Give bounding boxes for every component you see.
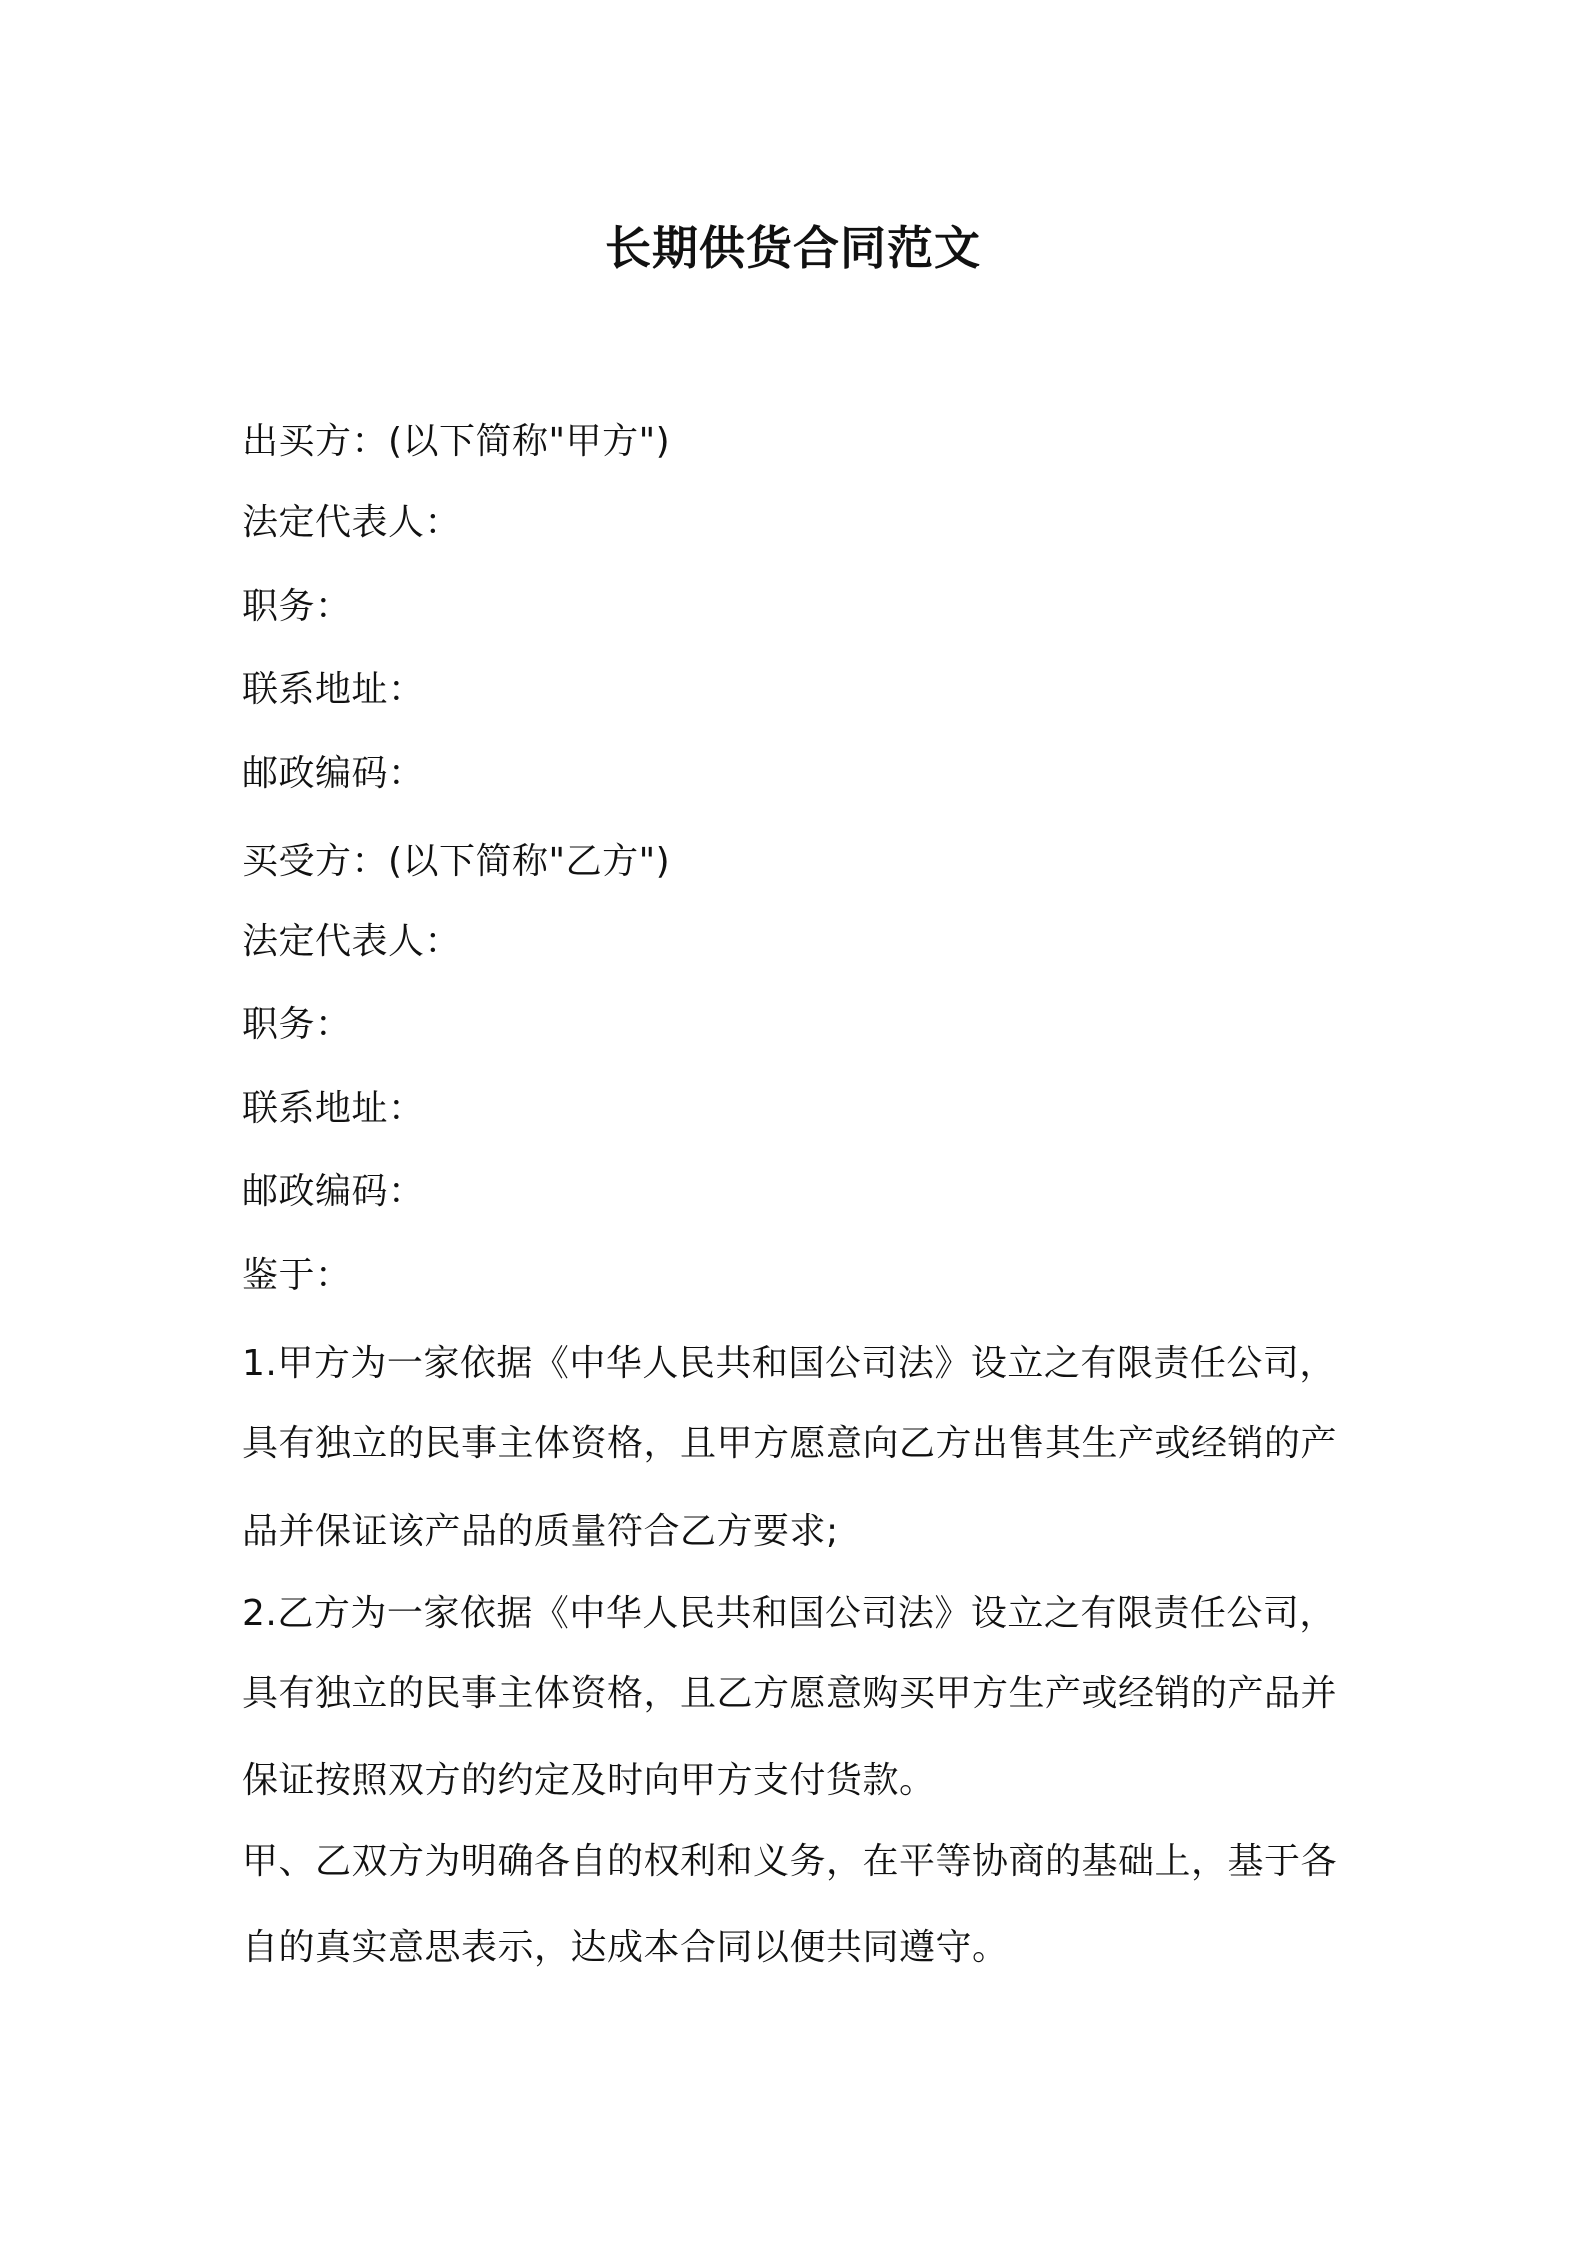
party-b-position: 职务：	[242, 1004, 352, 1045]
whereas-clause-1-line-1: 1.甲方为一家依据《中华人民共和国公司法》设立之有限责任公司，	[242, 1343, 1336, 1384]
whereas-clause-1-line-2: 具有独立的民事主体资格，且甲方愿意向乙方出售其生产或经销的产	[242, 1423, 1338, 1464]
party-a-address: 联系地址：	[242, 669, 425, 710]
party-a-heading: 出买方：(以下简称"甲方")	[242, 421, 671, 462]
whereas-clause-2-line-3: 保证按照双方的约定及时向甲方支付货款。	[242, 1760, 936, 1801]
party-a-position: 职务：	[242, 586, 352, 627]
document-title: 长期供货合同范文	[605, 221, 981, 275]
whereas-clause-2-line-1: 2.乙方为一家依据《中华人民共和国公司法》设立之有限责任公司，	[242, 1593, 1336, 1634]
closing-line-1: 甲、乙双方为明确各自的权利和义务，在平等协商的基础上，基于各	[242, 1841, 1338, 1882]
party-b-heading: 买受方：(以下简称"乙方")	[242, 841, 671, 882]
party-b-representative: 法定代表人：	[242, 921, 462, 962]
whereas-clause-2-line-2: 具有独立的民事主体资格，且乙方愿意购买甲方生产或经销的产品并	[242, 1673, 1338, 1714]
party-a-postcode: 邮政编码：	[242, 753, 425, 794]
party-a-representative: 法定代表人：	[242, 502, 462, 543]
whereas-clause-1-line-3: 品并保证该产品的质量符合乙方要求;	[242, 1511, 839, 1552]
party-b-postcode: 邮政编码：	[242, 1171, 425, 1212]
closing-line-2: 自的真实意思表示，达成本合同以便共同遵守。	[242, 1927, 1009, 1968]
party-b-address: 联系地址：	[242, 1088, 425, 1129]
whereas-label: 鉴于：	[242, 1255, 352, 1296]
